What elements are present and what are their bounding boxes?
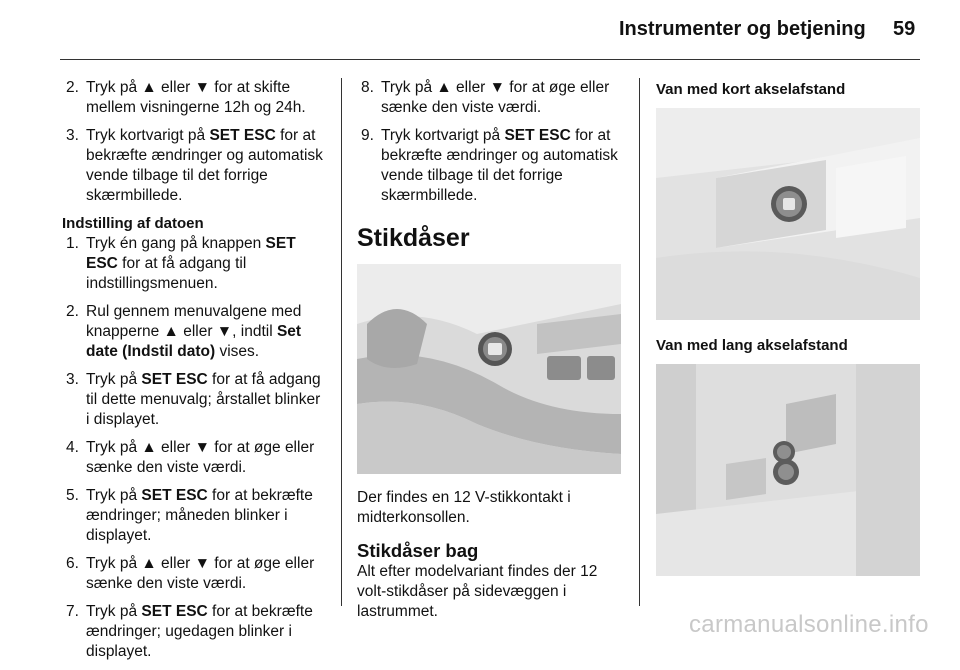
section-title: Stikdåser [357, 224, 470, 252]
rear-sockets-title: Stikdåser bag [357, 540, 479, 561]
column-divider [639, 78, 640, 606]
list-item: 1. Tryk én gang på knappen SET ESC for at få adgang til indstillingsmenuen. [66, 235, 296, 292]
list-item: 6. Tryk på ▲ eller ▼ for at øge eller sænke den viste værdi. [66, 555, 315, 592]
list-item: 4. Tryk på ▲ eller ▼ for at øge eller sænke den viste værdi. [66, 439, 315, 476]
list-item: 5. Tryk på SET ESC for at bekræfte ændringer; måneden blinker i displayet. [66, 487, 313, 544]
console-socket-text: Der findes en 12 V-stikkontakt i midterkonsollen. [357, 489, 571, 526]
console-socket-image [357, 264, 621, 474]
list-item: 8. Tryk på ▲ eller ▼ for at øge eller sænke den viste værdi. [361, 79, 610, 116]
column-2 [357, 78, 625, 622]
long-wheelbase-image [656, 364, 920, 576]
page-number: 59 [893, 18, 916, 40]
watermark: carmanualsonline.info [689, 611, 929, 638]
list-item: 2. Tryk på ▲ eller ▼ for at skifte mellem visningerne 12h og 24h. [66, 79, 306, 116]
column-divider [341, 78, 342, 606]
long-wheelbase-caption: Van med lang akselafstand [656, 337, 848, 354]
header-title: Instrumenter og betjening [619, 18, 866, 40]
list-item: 7. Tryk på SET ESC for at bekræfte ændringer; ugedagen blinker i displayet. [66, 603, 313, 660]
date-steps-list [62, 234, 326, 662]
list-item: 2. Rul gennem menuvalgene med knapperne ▲ eller ▼, indtil Set date (Indstil dato) vises. [66, 303, 302, 360]
header-divider [60, 59, 920, 60]
short-wheelbase-caption: Van med kort akselafstand [656, 81, 846, 98]
short-wheelbase-image [656, 108, 920, 320]
date-steps-list-continued [357, 78, 625, 206]
list-item: 3. Tryk kortvarigt på SET ESC for at bekræfte ændringer og automatisk vende tilbage til det forrige skærmbillede. [66, 127, 323, 204]
column-3 [656, 78, 922, 576]
rear-sockets-text: Alt efter modelvariant findes der 12 volt-stikdåser på sidevæggen i lastrummet. [357, 563, 598, 620]
list-item: 3. Tryk på SET ESC for at få adgang til dette menuvalg; årstallet blinker i displayet. [66, 371, 321, 428]
time-steps-list [62, 78, 326, 206]
page-header [0, 0, 960, 60]
date-heading: Indstilling af datoen [62, 215, 204, 232]
column-1 [62, 78, 326, 670]
list-item: 9. Tryk kortvarigt på SET ESC for at bekræfte ændringer og automatisk vende tilbage til det forrige skærmbillede. [361, 127, 618, 204]
